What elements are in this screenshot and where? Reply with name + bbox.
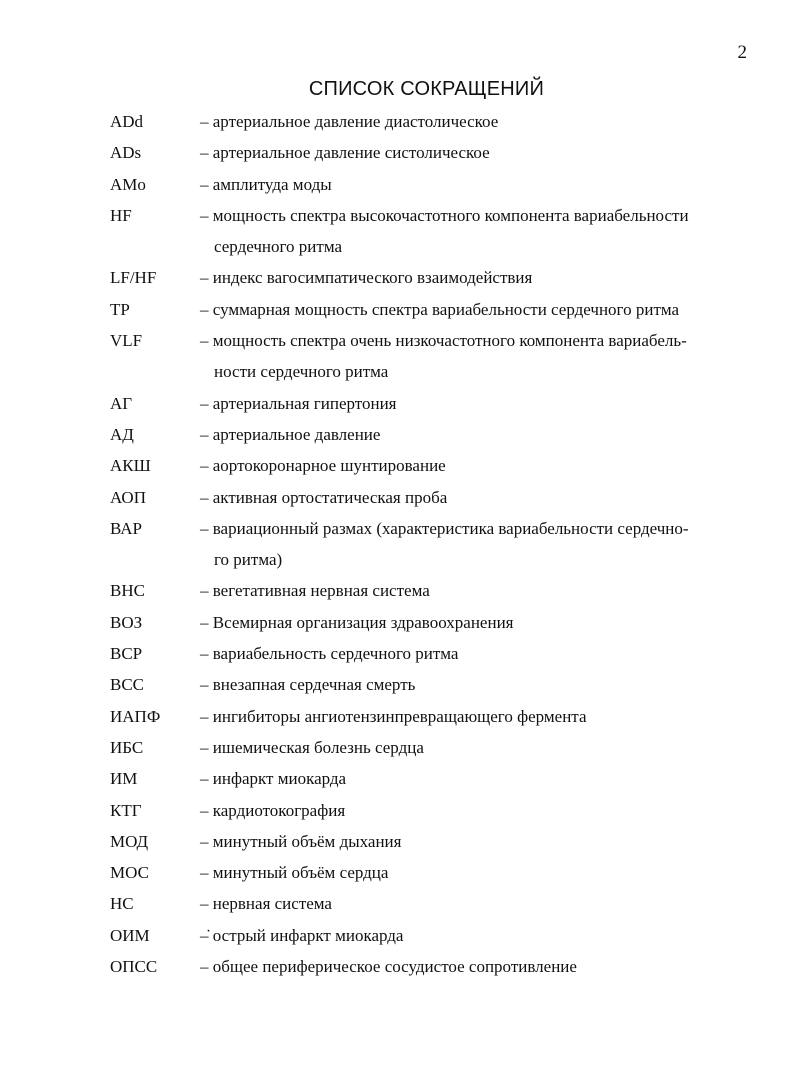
- abbreviation-term: ВСС: [110, 675, 145, 695]
- abbreviation-definition: [200, 325, 750, 388]
- abbreviation-definition: [200, 419, 750, 450]
- abbreviation-definition: [200, 920, 750, 951]
- definition-line: – артериальное давление: [200, 424, 381, 444]
- abbreviation-term: ВНС: [110, 581, 145, 601]
- definition-line: – активная ортостатическая проба: [200, 487, 448, 507]
- abbreviation-term: ИМ: [110, 769, 138, 789]
- abbreviation-entry: [110, 888, 750, 919]
- abbreviation-entry: [110, 262, 750, 293]
- abbreviation-term: ОПСС: [110, 957, 158, 977]
- abbreviation-definition: [200, 450, 750, 481]
- definition-line: – минутный объём сердца: [200, 863, 389, 883]
- definition-line: – аортокоронарное шунтирование: [200, 456, 446, 476]
- abbreviation-definition: [200, 607, 750, 638]
- definition-line: – вариационный размах (характеристика вариабельности сердечно-: [200, 518, 689, 538]
- abbreviation-entry: [110, 419, 750, 450]
- definition-line: – нервная система: [200, 894, 332, 914]
- definition-line: – мощность спектра очень низкочастотного компонента вариабель-: [200, 331, 687, 351]
- definition-line: – артериальное давление диастолическое: [200, 112, 499, 131]
- abbreviation-definition: [200, 575, 750, 606]
- abbreviation-entry: [110, 482, 750, 513]
- definition-line: – Всемирная организация здравоохранения: [200, 612, 514, 632]
- abbreviation-definition: [200, 669, 750, 700]
- definition-line: – мощность спектра высокочастотного компонента вариабельности: [200, 205, 689, 225]
- definition-line: – ингибиторы ангиотензинпревращающего фермента: [200, 706, 587, 726]
- abbreviation-entry: [110, 575, 750, 606]
- abbreviation-term: НС: [110, 894, 134, 914]
- abbreviation-term: VLF: [110, 331, 143, 351]
- abbreviation-definition: [200, 137, 750, 168]
- abbreviation-definition: [200, 106, 750, 137]
- definition-line: – вариабельность сердечного ритма: [200, 644, 459, 664]
- abbreviation-term: АД: [110, 424, 134, 444]
- abbreviation-definition: [200, 795, 750, 826]
- abbreviation-definition: [200, 200, 750, 263]
- abbreviation-term: АОП: [110, 487, 146, 507]
- abbreviation-term: ИБС: [110, 737, 144, 757]
- abbreviation-term: ADs: [110, 143, 142, 163]
- abbreviation-definition: [200, 888, 750, 919]
- abbreviation-definition: [200, 951, 750, 982]
- abbreviation-definition: [200, 763, 750, 794]
- abbreviation-term: ВОЗ: [110, 612, 143, 632]
- page-number: 2: [737, 42, 747, 63]
- abbreviation-definition: [200, 513, 750, 576]
- abbreviation-definition: [200, 826, 750, 857]
- abbreviation-definition: [200, 638, 750, 669]
- definition-line: – артериальное давление систолическое: [200, 143, 490, 163]
- abbreviation-entry: [110, 450, 750, 481]
- definition-line: – минутный объём дыхания: [200, 831, 402, 851]
- abbreviation-entry: [110, 607, 750, 638]
- definition-line: –̇ острый инфаркт миокарда: [200, 925, 404, 945]
- abbreviation-definition: [200, 169, 750, 200]
- abbreviation-term: TP: [110, 299, 130, 319]
- abbreviation-definition: [200, 388, 750, 419]
- abbreviation-list: [110, 106, 750, 982]
- abbreviation-entry: [110, 200, 750, 263]
- abbreviation-definition: [200, 701, 750, 732]
- definition-line: – вегетативная нервная система: [200, 581, 430, 601]
- abbreviation-entry: [110, 795, 750, 826]
- definition-line: – амплитуда моды: [200, 174, 332, 194]
- abbreviation-entry: [110, 294, 750, 325]
- abbreviation-definition: [200, 262, 750, 293]
- abbreviation-entry: [110, 701, 750, 732]
- abbreviation-entry: [110, 325, 750, 388]
- abbreviation-entry: [110, 137, 750, 168]
- abbreviation-term: ОИМ: [110, 925, 150, 945]
- abbreviation-term: HF: [110, 205, 132, 225]
- abbreviation-entry: [110, 857, 750, 888]
- abbreviation-term: АКШ: [110, 456, 151, 476]
- definition-line: – индекс вагосимпатического взаимодействия: [200, 268, 533, 288]
- abbreviation-definition: [200, 294, 750, 325]
- abbreviation-entry: [110, 951, 750, 982]
- abbreviation-entry: [110, 763, 750, 794]
- abbreviation-term: ВАР: [110, 518, 142, 538]
- abbreviation-entry: [110, 388, 750, 419]
- definition-line: – инфаркт миокарда: [200, 769, 347, 789]
- definition-line: – кардиотокография: [200, 800, 346, 820]
- abbreviation-entry: [110, 732, 750, 763]
- abbreviation-definition: [200, 857, 750, 888]
- abbreviation-term: ВСР: [110, 644, 143, 664]
- abbreviation-entry: [110, 106, 750, 137]
- abbreviation-entry: [110, 169, 750, 200]
- abbreviation-term: АГ: [110, 393, 133, 413]
- definition-line: – внезапная сердечная смерть: [200, 675, 416, 695]
- abbreviation-definition: [200, 482, 750, 513]
- definition-line: – ишемическая болезнь сердца: [200, 737, 424, 757]
- definition-line: – суммарная мощность спектра вариабельности сердечного ритма: [200, 299, 680, 319]
- abbreviation-entry: [110, 638, 750, 669]
- abbreviation-entry: [110, 669, 750, 700]
- abbreviation-entry: [110, 920, 750, 951]
- abbreviation-entry: [110, 826, 750, 857]
- abbreviation-term: КТГ: [110, 800, 142, 820]
- abbreviation-term: AMo: [110, 174, 146, 194]
- definition-line: ности сердечного ритма: [214, 362, 389, 382]
- abbreviation-term: МОС: [110, 863, 149, 883]
- abbreviation-definition: [200, 732, 750, 763]
- definition-line: – общее периферическое сосудистое сопротивление: [200, 957, 577, 977]
- abbreviation-entry: [110, 513, 750, 576]
- definition-line: го ритма): [214, 550, 283, 570]
- abbreviation-term: ADd: [110, 112, 144, 131]
- definition-line: сердечного ритма: [214, 237, 343, 257]
- page-title: СПИСОК СОКРАЩЕНИЙ: [308, 78, 545, 100]
- abbreviation-term: МОД: [110, 831, 149, 851]
- abbreviation-term: ИАПФ: [110, 706, 161, 726]
- abbreviation-term: LF/HF: [110, 268, 157, 288]
- definition-line: – артериальная гипертония: [200, 393, 397, 413]
